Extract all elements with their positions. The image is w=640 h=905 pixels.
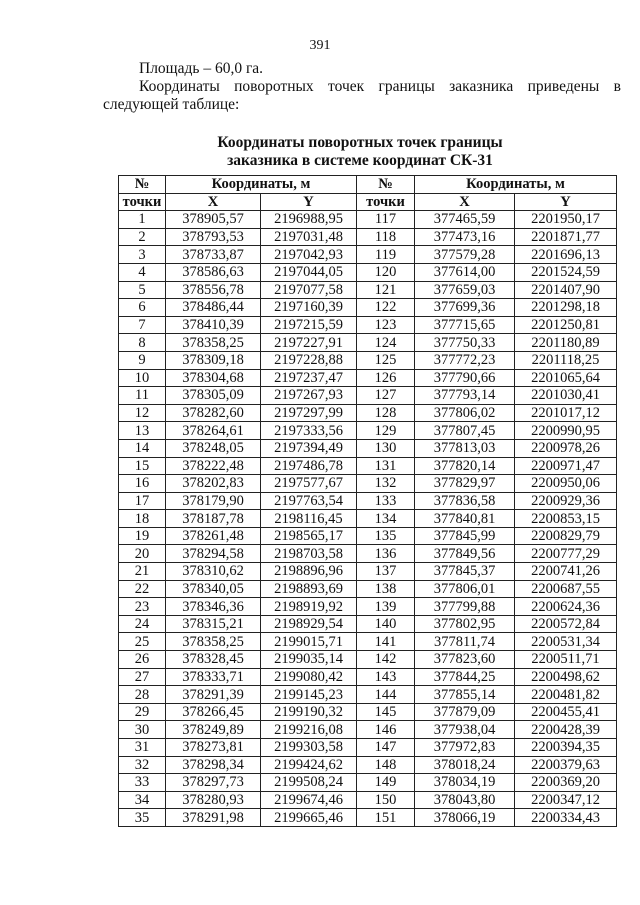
cell-x-right: 377845,99 [415,527,515,545]
cell-x-right: 377806,02 [415,404,515,422]
cell-x-left: 378315,21 [166,615,261,633]
cell-x-right: 377855,14 [415,686,515,704]
cell-x-left: 378298,34 [166,756,261,774]
table-row [119,563,617,581]
page-number: 391 [309,38,331,53]
header-x-right: X [415,193,515,211]
cell-point-number-left: 8 [119,334,166,352]
cell-x-right: 377473,16 [415,228,515,246]
cell-x-right: 377811,74 [415,633,515,651]
cell-point-number-right: 147 [357,739,415,757]
cell-y-right: 2201180,89 [515,334,617,352]
cell-x-right: 377840,81 [415,510,515,528]
table-row [119,633,617,651]
cell-point-number-left: 34 [119,791,166,809]
cell-point-number-right: 127 [357,387,415,405]
cell-point-number-left: 1 [119,211,166,229]
cell-x-right: 377844,25 [415,668,515,686]
cell-y-left: 2197237,47 [261,369,357,387]
cell-y-right: 2201065,64 [515,369,617,387]
cell-y-right: 2200971,47 [515,457,617,475]
cell-x-right: 377845,37 [415,563,515,581]
cell-point-number-right: 136 [357,545,415,563]
cell-x-right: 377750,33 [415,334,515,352]
cell-x-right: 377614,00 [415,263,515,281]
cell-x-right: 377849,56 [415,545,515,563]
cell-point-number-left: 9 [119,351,166,369]
cell-y-right: 2201298,18 [515,299,617,317]
cell-point-number-left: 2 [119,228,166,246]
cell-y-left: 2198116,45 [261,510,357,528]
table-row [119,721,617,739]
cell-y-left: 2199303,58 [261,739,357,757]
cell-point-number-left: 14 [119,439,166,457]
table-row [119,404,617,422]
table-row [119,580,617,598]
intro-text [103,60,621,114]
cell-y-left: 2197267,93 [261,387,357,405]
cell-point-number-right: 123 [357,316,415,334]
table-row [119,527,617,545]
cell-x-left: 378273,81 [166,739,261,757]
cell-y-left: 2197215,59 [261,316,357,334]
cell-point-number-left: 21 [119,563,166,581]
cell-y-left: 2197160,39 [261,299,357,317]
cell-x-right: 378043,80 [415,791,515,809]
cell-point-number-left: 6 [119,299,166,317]
cell-point-number-left: 15 [119,457,166,475]
cell-point-number-left: 25 [119,633,166,651]
cell-x-left: 378187,78 [166,510,261,528]
cell-y-right: 2200950,06 [515,475,617,493]
cell-point-number-right: 138 [357,580,415,598]
table-row [119,809,617,827]
table-row [119,510,617,528]
cell-y-left: 2197297,99 [261,404,357,422]
cell-y-left: 2199190,32 [261,703,357,721]
cell-y-left: 2196988,95 [261,211,357,229]
cell-x-left: 378486,44 [166,299,261,317]
cell-point-number-right: 137 [357,563,415,581]
cell-point-number-right: 140 [357,615,415,633]
table-row [119,369,617,387]
header-y-left: Y [261,193,357,211]
table-row [119,686,617,704]
cell-y-left: 2198919,92 [261,598,357,616]
cell-point-number-left: 33 [119,774,166,792]
cell-y-left: 2199080,42 [261,668,357,686]
cell-y-left: 2199216,08 [261,721,357,739]
table-row [119,387,617,405]
table-row [119,703,617,721]
cell-point-number-right: 126 [357,369,415,387]
header-coordinates-left: Координаты, м [166,176,357,194]
cell-point-number-right: 128 [357,404,415,422]
cell-point-number-left: 3 [119,246,166,264]
cell-y-right: 2201950,17 [515,211,617,229]
cell-point-number-left: 5 [119,281,166,299]
cell-y-right: 2200347,12 [515,791,617,809]
cell-y-right: 2201017,12 [515,404,617,422]
cell-point-number-right: 142 [357,651,415,669]
cell-point-number-right: 141 [357,633,415,651]
cell-y-right: 2201407,90 [515,281,617,299]
cell-point-number-right: 135 [357,527,415,545]
cell-x-left: 378264,61 [166,422,261,440]
cell-y-left: 2197077,58 [261,281,357,299]
cell-y-right: 2200394,35 [515,739,617,757]
cell-x-left: 378202,83 [166,475,261,493]
cell-x-right: 377836,58 [415,492,515,510]
cell-y-left: 2197044,05 [261,263,357,281]
cell-x-left: 378340,05 [166,580,261,598]
table-body [119,211,617,827]
cell-x-left: 378358,25 [166,633,261,651]
cell-x-left: 378333,71 [166,668,261,686]
cell-point-number-left: 23 [119,598,166,616]
cell-x-left: 378282,60 [166,404,261,422]
cell-point-number-left: 19 [119,527,166,545]
cell-point-number-left: 10 [119,369,166,387]
cell-y-left: 2197042,93 [261,246,357,264]
cell-x-left: 378556,78 [166,281,261,299]
cell-point-number-right: 134 [357,510,415,528]
cell-y-right: 2200428,39 [515,721,617,739]
table-row [119,545,617,563]
table-row [119,334,617,352]
cell-point-number-right: 139 [357,598,415,616]
cell-x-left: 378410,39 [166,316,261,334]
table-row [119,299,617,317]
cell-y-left: 2198565,17 [261,527,357,545]
table-row [119,756,617,774]
cell-x-left: 378328,45 [166,651,261,669]
cell-point-number-right: 151 [357,809,415,827]
cell-x-left: 378297,73 [166,774,261,792]
cell-point-number-right: 132 [357,475,415,493]
cell-y-right: 2201696,13 [515,246,617,264]
cell-y-left: 2199674,46 [261,791,357,809]
cell-point-number-left: 32 [119,756,166,774]
cell-point-number-left: 22 [119,580,166,598]
cell-y-right: 2200369,20 [515,774,617,792]
cell-point-number-right: 121 [357,281,415,299]
cell-x-left: 378358,25 [166,334,261,352]
cell-y-right: 2200379,63 [515,756,617,774]
table-row [119,492,617,510]
header-coordinates-right: Координаты, м [415,176,617,194]
cell-x-left: 378586,63 [166,263,261,281]
cell-point-number-left: 24 [119,615,166,633]
cell-y-left: 2199145,23 [261,686,357,704]
cell-y-left: 2198896,96 [261,563,357,581]
table-row [119,651,617,669]
cell-x-left: 378248,05 [166,439,261,457]
cell-point-number-right: 119 [357,246,415,264]
area-text: Площадь – 60,0 га. [139,60,264,77]
cell-point-number-left: 35 [119,809,166,827]
cell-y-right: 2200455,41 [515,703,617,721]
cell-x-right: 378066,19 [415,809,515,827]
cell-y-right: 2200334,43 [515,809,617,827]
cell-y-left: 2197394,49 [261,439,357,457]
cell-x-right: 377972,83 [415,739,515,757]
cell-x-right: 377879,09 [415,703,515,721]
cell-y-left: 2198893,69 [261,580,357,598]
table-title [0,134,640,170]
cell-point-number-right: 149 [357,774,415,792]
cell-point-number-right: 130 [357,439,415,457]
table-title-line-1: Координаты поворотных точек границы [217,134,503,151]
cell-y-right: 2201524,59 [515,263,617,281]
cell-x-right: 377807,45 [415,422,515,440]
cell-y-right: 2201871,77 [515,228,617,246]
cell-point-number-right: 145 [357,703,415,721]
cell-point-number-right: 150 [357,791,415,809]
table-row [119,316,617,334]
cell-point-number-right: 133 [357,492,415,510]
cell-y-left: 2197228,88 [261,351,357,369]
cell-y-left: 2197577,67 [261,475,357,493]
cell-x-left: 378261,48 [166,527,261,545]
cell-x-right: 377790,66 [415,369,515,387]
cell-y-right: 2200687,55 [515,580,617,598]
cell-point-number-left: 27 [119,668,166,686]
header-points-label-right: точки [357,193,415,211]
cell-y-left: 2197763,54 [261,492,357,510]
cell-y-right: 2200829,79 [515,527,617,545]
cell-point-number-left: 29 [119,703,166,721]
cell-y-right: 2200853,15 [515,510,617,528]
cell-x-left: 378304,68 [166,369,261,387]
cell-y-right: 2200978,26 [515,439,617,457]
table-row [119,598,617,616]
header-y-right: Y [515,193,617,211]
cell-x-left: 378310,62 [166,563,261,581]
cell-x-right: 377823,60 [415,651,515,669]
cell-x-right: 377938,04 [415,721,515,739]
cell-point-number-left: 7 [119,316,166,334]
cell-y-left: 2197227,91 [261,334,357,352]
coordinates-table [118,175,617,827]
cell-y-left: 2197486,78 [261,457,357,475]
table-row [119,439,617,457]
cell-y-right: 2201030,41 [515,387,617,405]
cell-x-right: 377579,28 [415,246,515,264]
cell-y-right: 2200741,26 [515,563,617,581]
cell-point-number-right: 120 [357,263,415,281]
cell-point-number-left: 13 [119,422,166,440]
table-row [119,351,617,369]
cell-x-left: 378294,58 [166,545,261,563]
cell-y-right: 2201250,81 [515,316,617,334]
cell-x-right: 377793,14 [415,387,515,405]
cell-point-number-left: 20 [119,545,166,563]
table-row [119,615,617,633]
cell-x-left: 378266,45 [166,703,261,721]
cell-x-right: 377699,36 [415,299,515,317]
cell-x-right: 377802,95 [415,615,515,633]
cell-y-left: 2199508,24 [261,774,357,792]
header-x-left: X [166,193,261,211]
table-title-line-2: заказника в системе координат СК-31 [227,152,493,169]
cell-point-number-left: 31 [119,739,166,757]
cell-x-right: 377829,97 [415,475,515,493]
cell-y-left: 2197333,56 [261,422,357,440]
cell-point-number-left: 17 [119,492,166,510]
cell-y-left: 2197031,48 [261,228,357,246]
cell-point-number-left: 30 [119,721,166,739]
cell-y-right: 2200498,62 [515,668,617,686]
cell-x-right: 377806,01 [415,580,515,598]
cell-x-left: 378179,90 [166,492,261,510]
cell-x-left: 378309,18 [166,351,261,369]
cell-x-left: 378905,57 [166,211,261,229]
cell-point-number-left: 18 [119,510,166,528]
cell-point-number-left: 11 [119,387,166,405]
cell-point-number-left: 12 [119,404,166,422]
cell-point-number-right: 143 [357,668,415,686]
table-row [119,422,617,440]
cell-point-number-right: 118 [357,228,415,246]
cell-point-number-right: 122 [357,299,415,317]
cell-x-right: 377659,03 [415,281,515,299]
cell-x-left: 378291,39 [166,686,261,704]
cell-y-left: 2199015,71 [261,633,357,651]
cell-x-right: 378018,24 [415,756,515,774]
cell-x-right: 377813,03 [415,439,515,457]
table-row [119,791,617,809]
header-point-number-right: № [357,176,415,194]
cell-y-left: 2199665,46 [261,809,357,827]
cell-point-number-left: 4 [119,263,166,281]
table-row [119,457,617,475]
cell-y-left: 2198703,58 [261,545,357,563]
cell-y-left: 2199424,62 [261,756,357,774]
cell-y-right: 2200481,82 [515,686,617,704]
cell-point-number-left: 16 [119,475,166,493]
cell-point-number-right: 146 [357,721,415,739]
table-row [119,739,617,757]
cell-x-right: 377465,59 [415,211,515,229]
cell-y-right: 2200511,71 [515,651,617,669]
cell-x-left: 378346,36 [166,598,261,616]
cell-x-left: 378291,98 [166,809,261,827]
cell-x-right: 377715,65 [415,316,515,334]
cell-x-right: 377820,14 [415,457,515,475]
cell-point-number-right: 131 [357,457,415,475]
table-row [119,668,617,686]
cell-y-right: 2200777,29 [515,545,617,563]
table-row [119,475,617,493]
table-row [119,774,617,792]
cell-y-right: 2200624,36 [515,598,617,616]
cell-x-right: 377772,23 [415,351,515,369]
cell-y-left: 2198929,54 [261,615,357,633]
cell-x-left: 378280,93 [166,791,261,809]
cell-y-right: 2200929,36 [515,492,617,510]
cell-y-right: 2200531,34 [515,633,617,651]
cell-point-number-left: 26 [119,651,166,669]
header-point-number-left: № [119,176,166,194]
table-header [119,176,617,211]
cell-point-number-right: 144 [357,686,415,704]
cell-point-number-right: 148 [357,756,415,774]
cell-point-number-right: 124 [357,334,415,352]
cell-y-right: 2201118,25 [515,351,617,369]
table-row [119,211,617,229]
cell-point-number-right: 117 [357,211,415,229]
coordinates-intro-text: Координаты поворотных точек границы заказника приведены в следующей таблице: [103,78,621,113]
cell-x-left: 378733,87 [166,246,261,264]
table-row [119,281,617,299]
cell-x-right: 377799,88 [415,598,515,616]
cell-point-number-right: 129 [357,422,415,440]
cell-x-right: 378034,19 [415,774,515,792]
cell-x-left: 378793,53 [166,228,261,246]
cell-x-left: 378305,09 [166,387,261,405]
table-row [119,263,617,281]
header-points-label-left: точки [119,193,166,211]
cell-x-left: 378249,89 [166,721,261,739]
cell-point-number-right: 125 [357,351,415,369]
table-row [119,246,617,264]
cell-y-left: 2199035,14 [261,651,357,669]
cell-y-right: 2200990,95 [515,422,617,440]
cell-y-right: 2200572,84 [515,615,617,633]
cell-point-number-left: 28 [119,686,166,704]
table-row [119,228,617,246]
cell-x-left: 378222,48 [166,457,261,475]
